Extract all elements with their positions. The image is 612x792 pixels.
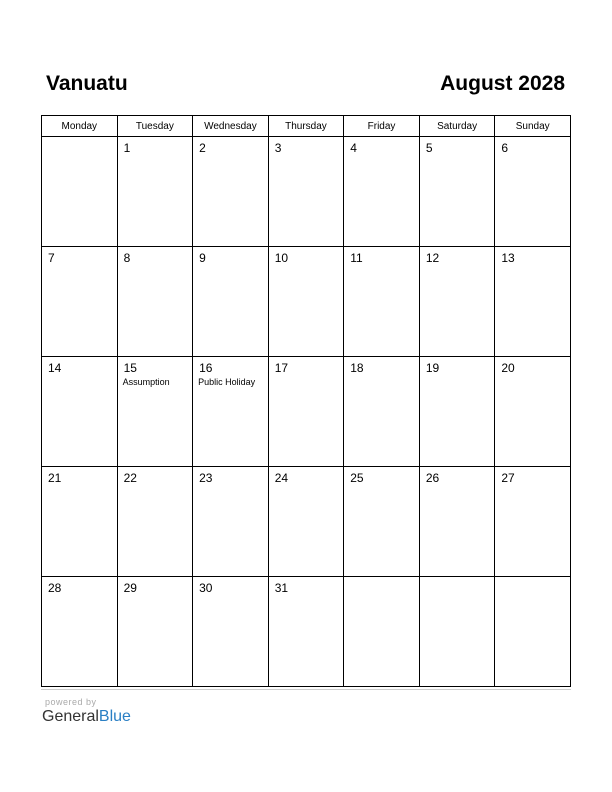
day-number: 31 bbox=[274, 581, 289, 595]
day-cell bbox=[495, 467, 571, 577]
day-number: 20 bbox=[501, 361, 515, 375]
day-cell bbox=[344, 577, 420, 687]
day-number: 29 bbox=[123, 581, 137, 595]
day-number: 8 bbox=[123, 251, 131, 265]
day-cell bbox=[344, 137, 420, 247]
day-cell bbox=[495, 577, 571, 687]
weekday-header: Thursday bbox=[268, 116, 344, 137]
holiday-label: Public Holiday bbox=[198, 377, 256, 387]
day-number: 11 bbox=[350, 251, 363, 265]
day-cell bbox=[117, 357, 193, 467]
day-number: 28 bbox=[48, 581, 62, 595]
day-number: 13 bbox=[501, 251, 515, 265]
calendar-grid bbox=[41, 115, 571, 687]
day-cell bbox=[193, 467, 269, 577]
day-number: 23 bbox=[199, 471, 213, 485]
day-number: 16 bbox=[199, 361, 213, 375]
day-number: 19 bbox=[425, 361, 440, 375]
day-cell bbox=[42, 467, 118, 577]
day-cell bbox=[495, 247, 571, 357]
day-cell bbox=[268, 357, 344, 467]
day-number: 1 bbox=[123, 141, 131, 155]
day-cell bbox=[193, 577, 269, 687]
weekday-header: Sunday bbox=[495, 116, 571, 137]
weekday-header: Saturday bbox=[419, 116, 495, 137]
day-cell bbox=[193, 247, 269, 357]
calendar-month-title: August 2028 bbox=[440, 72, 565, 95]
day-cell bbox=[419, 577, 495, 687]
holiday-label: Assumption bbox=[122, 377, 170, 387]
day-cell bbox=[42, 247, 118, 357]
day-number: 4 bbox=[350, 141, 357, 155]
powered-by-text: powered by bbox=[45, 697, 97, 707]
day-number: 25 bbox=[350, 471, 364, 485]
day-cell bbox=[344, 357, 420, 467]
day-cell bbox=[42, 357, 118, 467]
weekday-header: Friday bbox=[344, 116, 420, 137]
footer-divider bbox=[41, 689, 571, 690]
day-number: 24 bbox=[274, 471, 289, 485]
day-number: 26 bbox=[425, 471, 440, 485]
week-row bbox=[42, 137, 571, 247]
weekday-header: Monday bbox=[42, 116, 118, 137]
day-cell bbox=[42, 137, 118, 247]
generalblue-logo[interactable] bbox=[42, 708, 131, 726]
day-number: 22 bbox=[123, 471, 137, 485]
day-cell bbox=[117, 467, 193, 577]
day-cell bbox=[419, 357, 495, 467]
day-cell bbox=[268, 577, 344, 687]
week-row bbox=[42, 577, 571, 687]
day-cell bbox=[117, 247, 193, 357]
day-cell bbox=[117, 137, 193, 247]
day-number: 18 bbox=[350, 361, 364, 375]
weekday-header-row bbox=[42, 116, 571, 137]
day-cell bbox=[268, 137, 344, 247]
day-cell bbox=[193, 137, 269, 247]
day-number: 3 bbox=[274, 141, 282, 155]
brand-part-blue: Blue bbox=[98, 708, 131, 725]
day-cell bbox=[419, 247, 495, 357]
day-number: 27 bbox=[501, 471, 515, 485]
day-number: 6 bbox=[501, 141, 509, 155]
week-row bbox=[42, 247, 571, 357]
day-cell bbox=[495, 357, 571, 467]
day-number: 15 bbox=[123, 361, 137, 375]
day-cell bbox=[268, 247, 344, 357]
week-row bbox=[42, 467, 571, 577]
day-cell bbox=[344, 247, 420, 357]
day-cell bbox=[495, 137, 571, 247]
day-number: 5 bbox=[425, 141, 433, 155]
day-number: 12 bbox=[425, 251, 440, 265]
calendar-country-title: Vanuatu bbox=[46, 72, 128, 95]
day-number: 14 bbox=[48, 361, 62, 375]
day-number: 7 bbox=[48, 251, 55, 265]
day-cell bbox=[193, 357, 269, 467]
day-cell bbox=[117, 577, 193, 687]
day-number: 17 bbox=[274, 361, 289, 375]
day-cell bbox=[42, 577, 118, 687]
day-cell bbox=[419, 137, 495, 247]
week-row bbox=[42, 357, 571, 467]
day-number: 2 bbox=[199, 141, 206, 155]
weekday-header: Tuesday bbox=[117, 116, 193, 137]
day-cell bbox=[268, 467, 344, 577]
day-number: 10 bbox=[274, 251, 289, 265]
day-number: 9 bbox=[199, 251, 206, 265]
day-cell bbox=[419, 467, 495, 577]
weekday-header: Wednesday bbox=[193, 116, 269, 137]
brand-part-general: General bbox=[42, 708, 99, 725]
day-number: 30 bbox=[199, 581, 213, 595]
day-number: 21 bbox=[48, 471, 62, 485]
day-cell bbox=[344, 467, 420, 577]
